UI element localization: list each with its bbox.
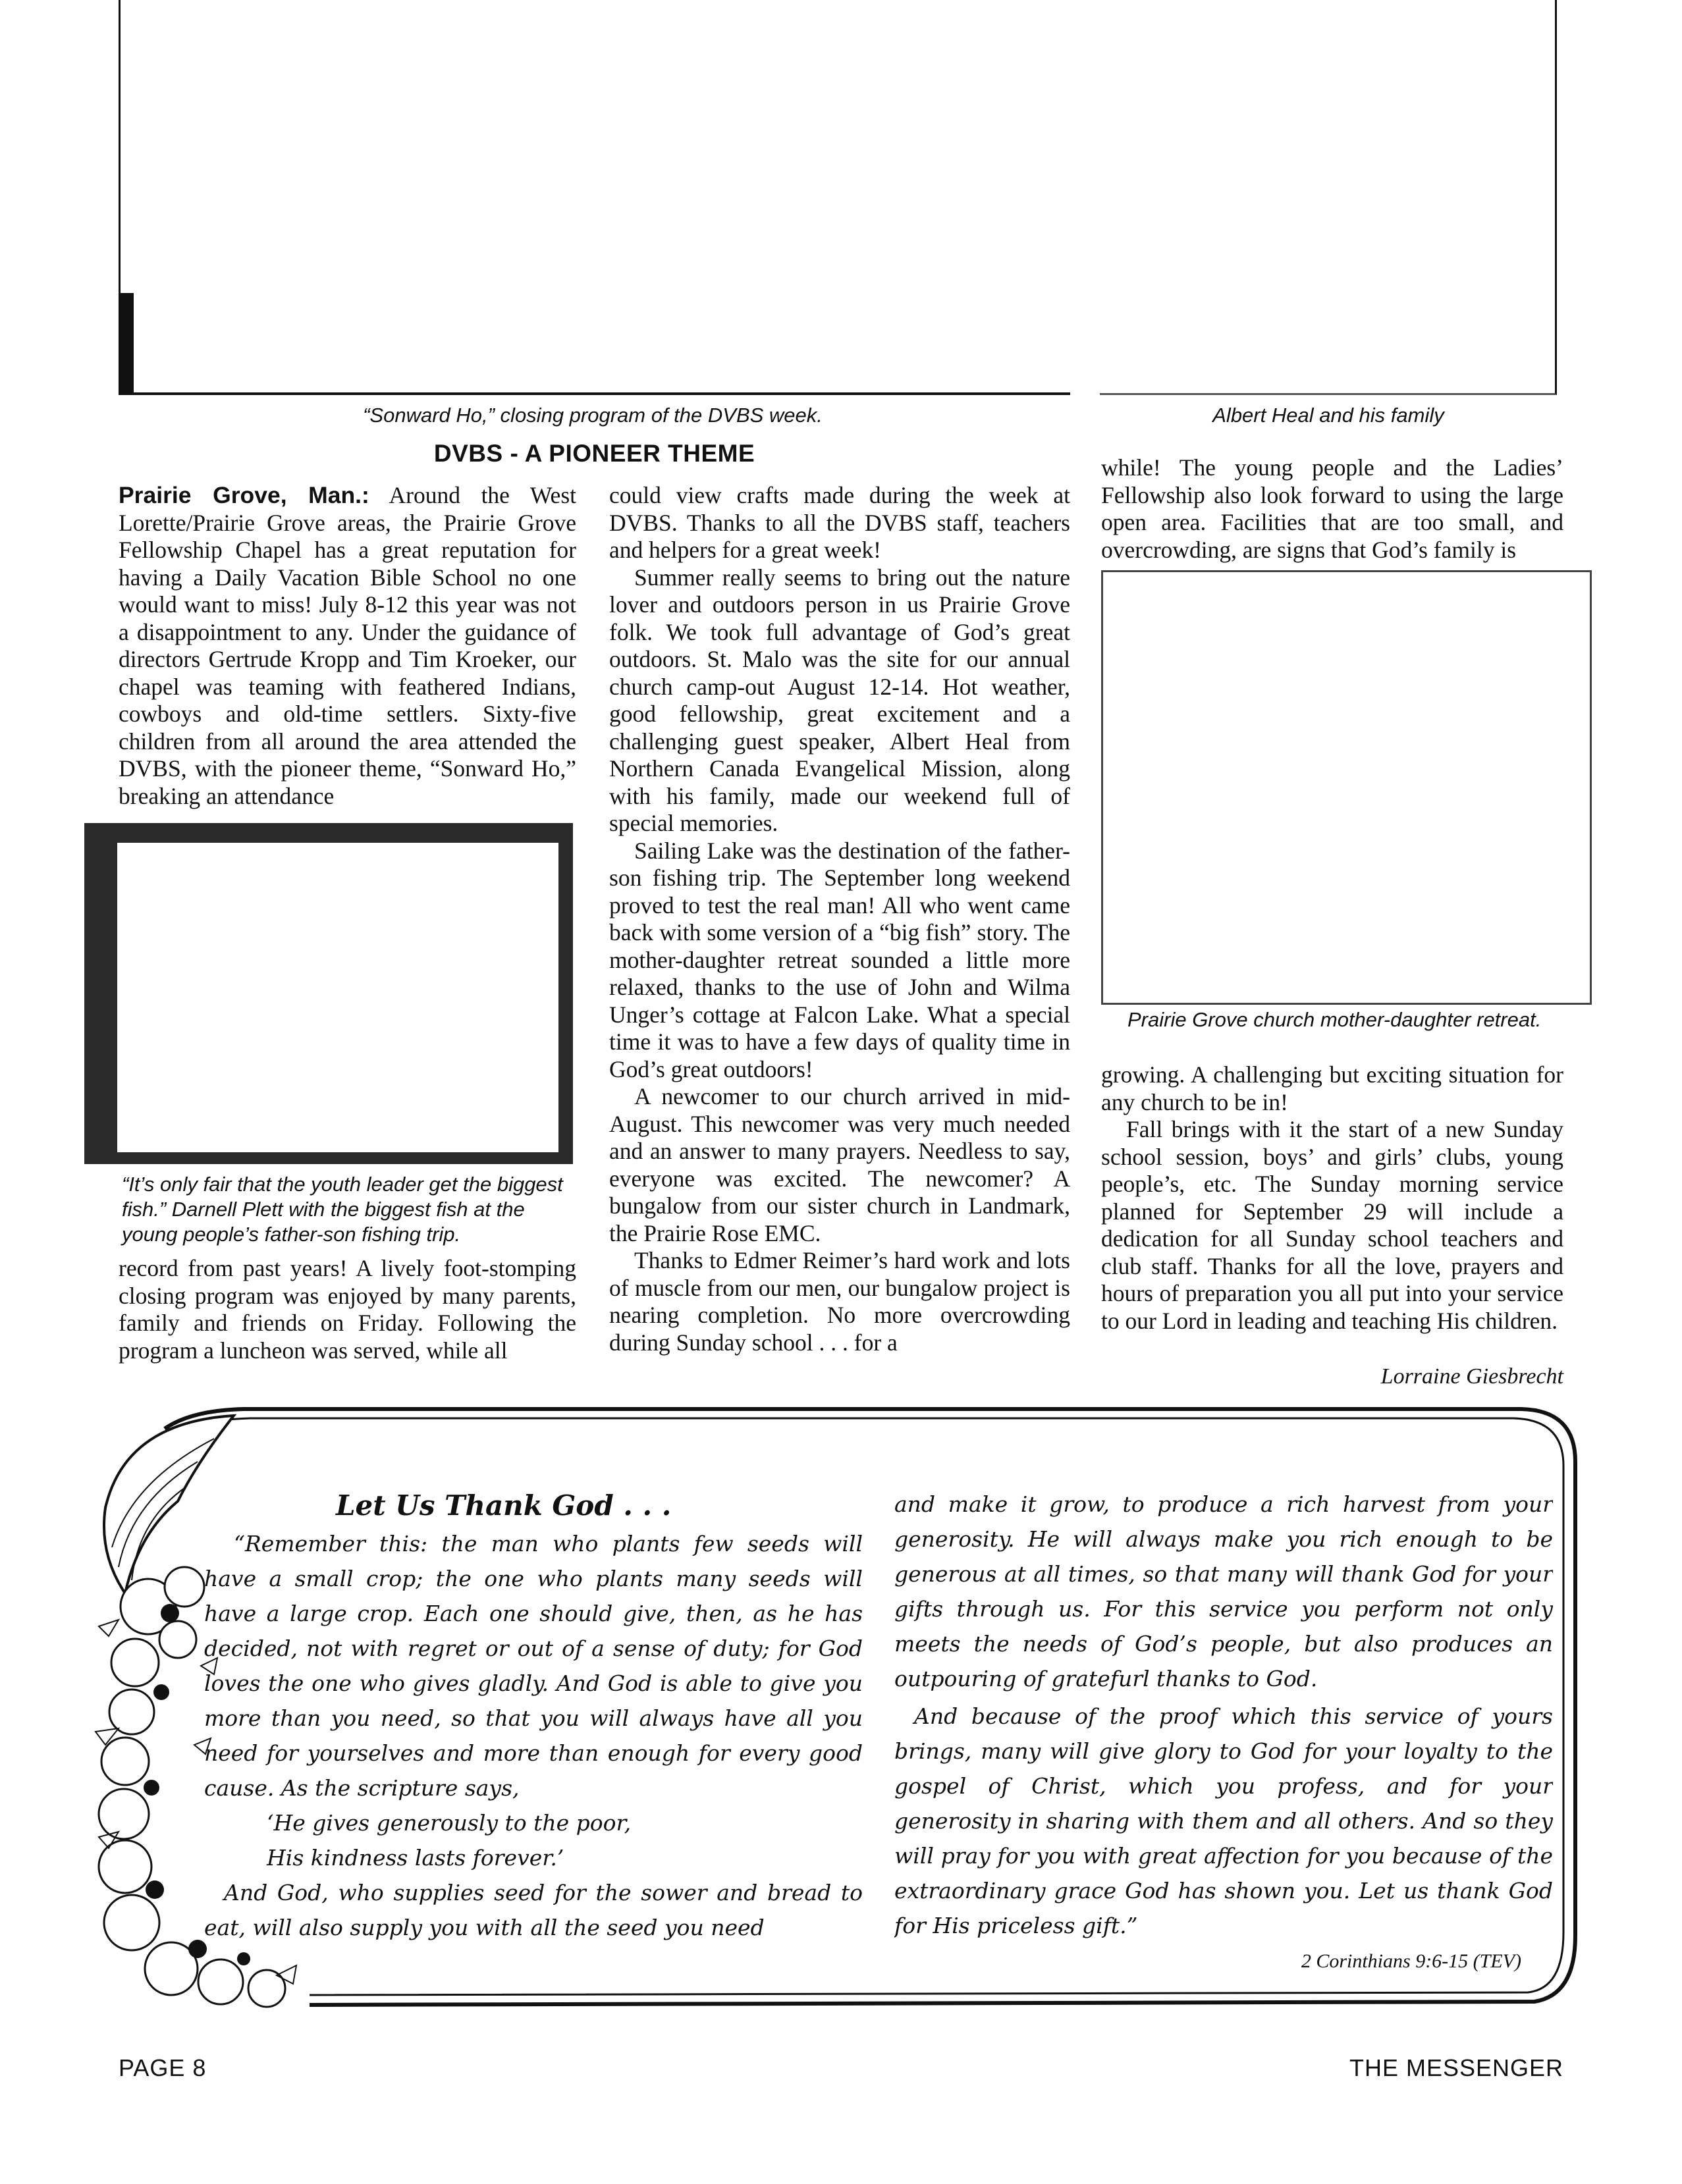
scripture-title: Let Us Thank God . . . xyxy=(336,1489,672,1522)
caption-albert-heal: Albert Heal and his family xyxy=(1212,404,1444,427)
article-dateline: Prairie Grove, Man.: xyxy=(119,482,369,508)
publication-name: THE MESSENGER xyxy=(1349,2054,1563,2081)
article-column-3-continued xyxy=(1101,1061,1563,1371)
scripture-paragraph: And because of the proof which this service of yours brings, many will give glory to God for your loyalty to the gospel of Christ, which you profess, and for your generosity in sharing with them and all others. And so they will pray for you with great affection for you because of the extraordinary grace God has shown you. Let us thank God for His priceless gift.” xyxy=(894,1703,1553,1938)
article-byline: Lorraine Giesbrecht xyxy=(1380,1364,1563,1389)
article-paragraph: Summer really seems to bring out the nature lover and outdoors person in us Prairie Grove folk. We took full advantage of God’s great outdoors. St. Malo was the site for our annual church camp-out August 12-14. Hot weather, good fellowship, great excitement and a challenging guest speaker, Albert Heal from Northern Canada Evangelical Mission, along with his family, made our weekend full of special memories. xyxy=(609,564,1070,836)
caption-sonward-ho: “Sonward Ho,” closing program of the DVBS week. xyxy=(363,404,823,427)
article-text: Around the West Lorette/Prairie Grove areas, the Prairie Grove Fellowship Chapel has a great reputation for having a Daily Vacation Bible School no one would want to miss! July 8-12 this year was not a disappointment to any. Under the guidance of directors Gertrude Kropp and Tim Kroeker, our chapel was teaming with feathered Indians, cowboys and old-time settlers. Sixty-five children from all around the area attended the DVBS, with the pioneer theme, “Sonward Ho,” breaking an attendance xyxy=(119,482,576,809)
photo-edge-mark xyxy=(121,293,134,395)
article-column-1-continued xyxy=(119,1255,576,1400)
article-column-2 xyxy=(609,482,1070,1400)
article-paragraph: record from past years! A lively foot-stomping closing program was enjoyed by many parents, family and friends on Friday. Following the program a luncheon was served, while all xyxy=(119,1255,576,1364)
scripture-quote-line: ‘He gives generously to the poor, xyxy=(267,1810,632,1836)
photo-father-son-fishing xyxy=(84,823,573,1164)
article-column-3 xyxy=(1101,454,1563,566)
article-column-1 xyxy=(119,482,576,819)
scripture-paragraph: and make it grow, to produce a rich harvest from your generosity. He will always make you rich enough to be generous at all times, so that many will thank God for your gifts through us. For this service you perform not only meets the needs of God’s people, but also produces an outpouring of gratefurl thanks to God. xyxy=(894,1491,1553,1691)
scripture-right-column xyxy=(894,1487,1553,1948)
photo-mother-daughter-retreat xyxy=(1101,570,1592,1005)
scripture-paragraph: And God, who supplies seed for the sower and bread to eat, will also supply you with all the seed you need xyxy=(204,1880,863,1940)
photo-albert-heal-family xyxy=(1100,0,1557,395)
article-paragraph: A newcomer to our church arrived in mid-August. This newcomer was very much needed and an answer to many prayers. Needless to say, everyone was excited. The newcomer? A bungalow from our sister church in Landmark, the Prairie Rose EMC. xyxy=(609,1083,1070,1246)
page-number: PAGE 8 xyxy=(119,2054,207,2081)
article-paragraph: could view crafts made during the week at DVBS. Thanks to all the DVBS staff, teachers and helpers for a great week! xyxy=(609,482,1070,563)
scripture-paragraph: “Remember this: the man who plants few seeds will have a small crop; the one who plants many seeds will have a large crop. Each one should give, then, as he has decided, not with regret or out of a sense of duty; for God loves the one who gives gladly. And God is able to give you more than you need, so that you will always have all you need for yourselves and more than enough for every good cause. As the scripture says, xyxy=(204,1531,863,1801)
article-paragraph: Thanks to Edmer Reimer’s hard work and lots of muscle from our men, our bungalow project is nearing completion. No more overcrowding during Sunday school . . . for a xyxy=(609,1247,1070,1356)
article-headline: DVBS - A PIONEER THEME xyxy=(433,440,755,467)
article-paragraph: Fall brings with it the start of a new Sunday school session, boys’ and girls’ clubs, young people’s, etc. The Sunday morning service planned for September 29 will include a dedication for all Sunday school teachers and club staff. Thanks for all the love, prayers and hours of preparation you all put into your service to our Lord in leading and teaching His children. xyxy=(1101,1116,1563,1334)
article-paragraph xyxy=(119,482,576,810)
scripture-left-column xyxy=(204,1526,863,1954)
scripture-reference: 2 Corinthians 9:6-15 (TEV) xyxy=(1301,1950,1521,1972)
article-paragraph: while! The young people and the Ladies’ Fellowship also look forward to using the large open area. Facilities that are too small, and overcrowding, are signs that God’s family is xyxy=(1101,454,1563,563)
scripture-quote-line: His kindness lasts forever.’ xyxy=(267,1845,564,1871)
photo-sonward-ho xyxy=(119,0,1070,395)
caption-mother-daughter: Prairie Grove church mother-daughter retreat. xyxy=(1127,1008,1542,1031)
photo-fishing-inner xyxy=(117,843,558,1152)
caption-fishing: “It’s only fair that the youth leader get the biggest fish.” Darnell Plett with the biggest fish at the young people’s father-son fishing trip. xyxy=(122,1173,563,1246)
article-paragraph: Sailing Lake was the destination of the father-son fishing trip. The September long weekend proved to test the real man! All who went came back with some version of a “big fish” story. The mother-daughter retreat sounded a little more relaxed, thanks to the use of John and Wilma Unger’s cottage at Falcon Lake. What a special time it was to have a few days of quality time in God’s great outdoors! xyxy=(609,837,1070,1082)
article-paragraph: growing. A challenging but exciting situation for any church to be in! xyxy=(1101,1061,1563,1115)
